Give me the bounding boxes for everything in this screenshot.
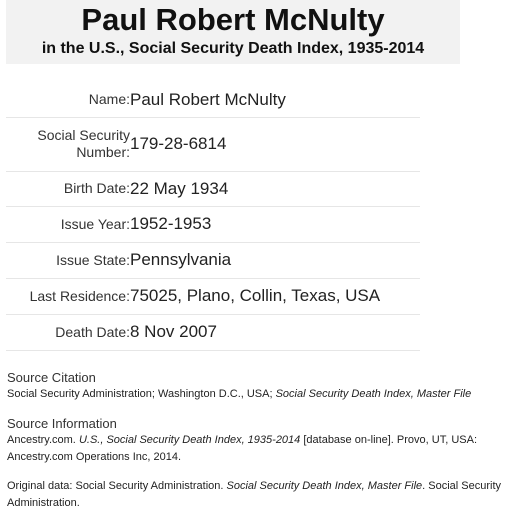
field-label: Issue State: [6, 242, 130, 278]
field-value: Paul Robert McNulty [130, 83, 420, 117]
table-row [6, 83, 420, 117]
record-table [6, 83, 420, 351]
table-row [6, 314, 420, 350]
field-label: Issue Year: [6, 206, 130, 242]
person-name-title: Paul Robert McNulty [81, 2, 385, 37]
record-header [6, 0, 460, 64]
field-label: Birth Date: [6, 171, 130, 206]
original-data-text: Original data: Social Security Administration. Social Security Death Index, Master File. Social Security Administration. [7, 480, 502, 509]
source-information [7, 416, 512, 466]
field-label: Death Date: [6, 314, 130, 350]
table-row [6, 206, 420, 242]
table-row [6, 117, 420, 171]
field-value: 75025, Plano, Collin, Texas, USA [130, 278, 420, 314]
original-data [7, 478, 512, 512]
table-row [6, 242, 420, 278]
field-label: Last Residence: [6, 278, 130, 314]
table-row [6, 171, 420, 206]
field-value: 179-28-6814 [130, 117, 420, 171]
field-value: 22 May 1934 [130, 171, 420, 206]
collection-subtitle: in the U.S., Social Security Death Index, 1935-2014 [41, 40, 425, 57]
field-value: 1952-1953 [130, 206, 420, 242]
field-label: Social Security Number: [6, 117, 130, 171]
source-citation-text: Social Security Administration; Washington D.C., USA; Social Security Death Index, Master File [7, 388, 472, 400]
table-row [6, 278, 420, 314]
field-label: Name: [6, 83, 130, 117]
source-citation-heading: Source Citation [7, 370, 96, 385]
source-information-heading: Source Information [7, 416, 117, 431]
source-information-text: Ancestry.com. U.S., Social Security Death Index, 1935-2014 [database on-line]. Provo, UT, USA: Ancestry.com Operations Inc, 2014. [7, 434, 477, 463]
field-value: 8 Nov 2007 [130, 314, 420, 350]
field-value: Pennsylvania [130, 242, 420, 278]
source-citation [7, 370, 512, 403]
